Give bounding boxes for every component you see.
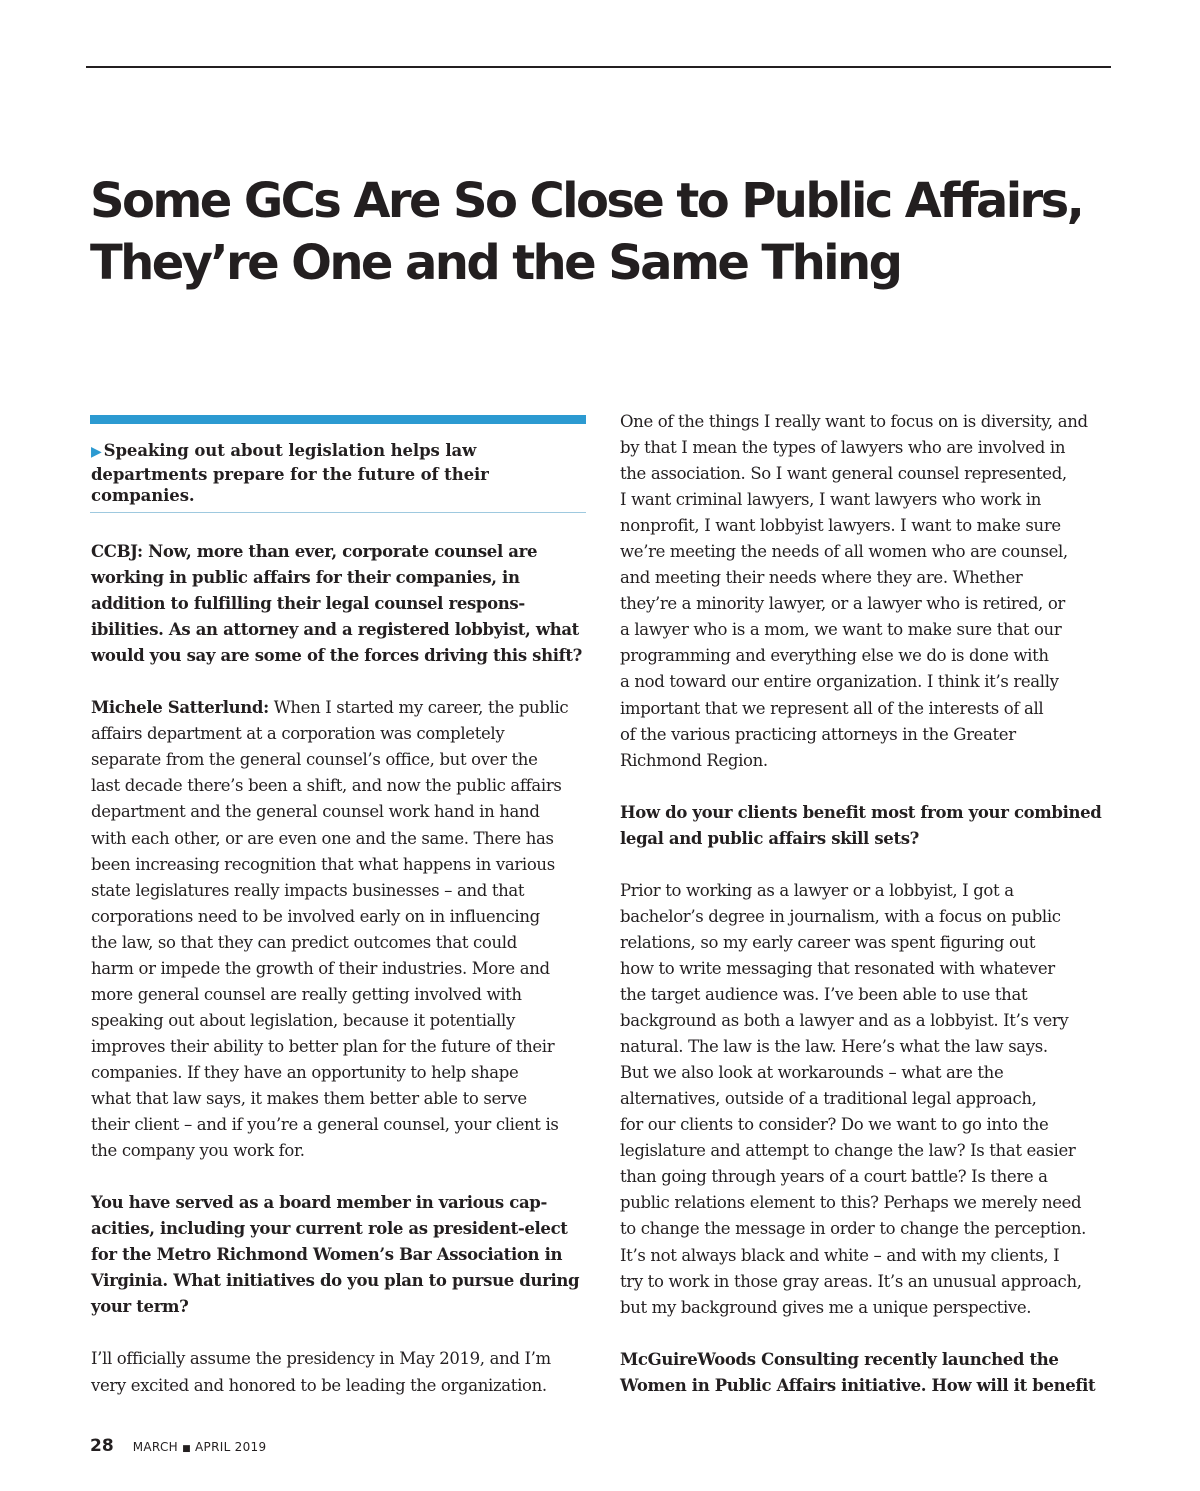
text-line: corporations need to be involved early on in influencing	[91, 906, 540, 926]
left-column	[91, 539, 591, 1425]
text-line: relations, so my early career was spent figuring out	[620, 932, 1036, 952]
text-line: try to work in those gray areas. It’s an unusual approach,	[620, 1271, 1082, 1291]
text-line: Prior to working as a lawyer or a lobbyist, I got a	[620, 880, 1014, 900]
text-line: very excited and honored to be leading the organization.	[91, 1375, 547, 1395]
text-line: department and the general counsel work hand in hand	[91, 802, 540, 822]
text-line: more general counsel are really getting involved with	[91, 984, 522, 1004]
speaker-name: Michele Satterlund:	[91, 698, 269, 718]
text-line: I want criminal lawyers, I want lawyers who work in	[620, 490, 1042, 510]
headline-line: They’re One and the Same Thing	[90, 235, 901, 291]
text-line: but my background gives me a unique perspective.	[620, 1297, 1032, 1317]
answer-2-continued	[620, 409, 1120, 774]
text-line: natural. The law is the law. Here’s what the law says.	[620, 1037, 1048, 1057]
text-line: affairs department at a corporation was completely	[91, 724, 505, 744]
pull-quote-line: companies.	[91, 486, 195, 505]
page-footer	[90, 1436, 266, 1456]
text-line: and meeting their needs where they are. Whether	[620, 568, 1023, 588]
pull-quote-text: Speaking out about legislation helps law	[103, 441, 477, 460]
text-line: by that I mean the types of lawyers who are involved in	[620, 438, 1066, 458]
text-line: Richmond Region.	[620, 750, 768, 770]
text-line: I’ll officially assume the presidency in May 2019, and I’m	[91, 1349, 551, 1369]
question-4	[620, 1347, 1120, 1399]
text-line: the target audience was. I’ve been able to use that	[620, 985, 1028, 1005]
text-line: You have served as a board member in various cap-	[91, 1193, 547, 1213]
issue-month-year: APRIL 2019	[195, 1440, 267, 1454]
article-headline	[90, 170, 1082, 294]
text-line: of the various practicing attorneys in the Greater	[620, 724, 1016, 744]
text-line: they’re a minority lawyer, or a lawyer who is retired, or	[620, 594, 1065, 614]
question-2	[91, 1190, 591, 1320]
text-line: harm or impede the growth of their industries. More and	[91, 958, 550, 978]
text-line: CCBJ: Now, more than ever, corporate counsel are	[91, 542, 538, 561]
issue-date	[133, 1440, 267, 1454]
text-line: the association. So I want general counsel represented,	[620, 464, 1067, 484]
text-line: their client – and if you’re a general counsel, your client is	[91, 1115, 559, 1135]
headline-line: Some GCs Are So Close to Public Affairs,	[90, 173, 1083, 229]
text-line: nonprofit, I want lobbyist lawyers. I want to make sure	[620, 516, 1061, 536]
pull-quote-line	[91, 440, 586, 464]
text-line: a nod toward our entire organization. I think it’s really	[620, 672, 1059, 692]
text-line: speaking out about legislation, because it potentially	[91, 1010, 515, 1030]
text-line: how to write messaging that resonated with whatever	[620, 958, 1055, 978]
text-line: separate from the general counsel’s office, but over the	[91, 750, 538, 770]
text-line: programming and everything else we do is done with	[620, 646, 1049, 666]
text-line: what that law says, it makes them better able to serve	[91, 1088, 527, 1108]
text-line: How do your clients benefit most from your combined	[620, 802, 1102, 822]
text-line: addition to fulfilling their legal counsel respons-	[91, 594, 525, 614]
text-line: a lawyer who is a mom, we want to make sure that our	[620, 620, 1062, 640]
issue-month: MARCH	[132, 1440, 178, 1454]
question-1	[91, 539, 591, 669]
right-column	[620, 409, 1120, 1425]
square-separator-icon: ■	[182, 1444, 191, 1454]
play-arrow-icon: ▶	[91, 444, 102, 460]
text-line	[91, 695, 591, 721]
text-line: than going through years of a court battle? Is there a	[620, 1167, 1048, 1187]
pull-quote-line: departments prepare for the future of their	[91, 464, 489, 484]
text-line: It’s not always black and white – and with my clients, I	[620, 1245, 1060, 1265]
text-line: background as both a lawyer and as a lobbyist. It’s very	[620, 1011, 1069, 1031]
top-rule	[86, 66, 1111, 68]
text-line: public relations element to this? Perhaps we merely need	[620, 1193, 1082, 1213]
answer-3	[620, 878, 1120, 1321]
text-line: for our clients to consider? Do we want to go into the	[620, 1115, 1049, 1135]
text-line: would you say are some of the forces driving this shift?	[91, 646, 582, 666]
text-line: legislature and attempt to change the law? Is that easier	[620, 1141, 1076, 1161]
text-line: But we also look at workarounds – what are the	[620, 1063, 1004, 1083]
text-line: ibilities. As an attorney and a registered lobbyist, what	[91, 620, 579, 640]
text-line: important that we represent all of the interests of all	[620, 698, 1044, 718]
text-line: last decade there’s been a shift, and now the public affairs	[91, 776, 562, 796]
text-line: companies. If they have an opportunity to help shape	[91, 1062, 519, 1082]
text-line: Virginia. What initiatives do you plan to pursue during	[91, 1271, 580, 1291]
text-line: improves their ability to better plan for the future of their	[91, 1036, 555, 1056]
text-line: state legislatures really impacts businesses – and that	[91, 880, 525, 900]
text-line: we’re meeting the needs of all women who are counsel,	[620, 542, 1068, 562]
text-line: working in public affairs for their companies, in	[91, 568, 520, 588]
answer-1	[91, 695, 591, 1164]
pull-quote	[91, 440, 586, 507]
text-line: legal and public affairs skill sets?	[620, 828, 919, 848]
text-line: the company you work for.	[91, 1141, 305, 1161]
page-number: 28	[90, 1436, 114, 1456]
text-line: alternatives, outside of a traditional legal approach,	[620, 1089, 1037, 1109]
answer-2	[91, 1346, 591, 1398]
question-3	[620, 800, 1120, 852]
text-line: to change the message in order to change the perception.	[620, 1219, 1087, 1239]
text-line: with each other, or are even one and the same. There has	[91, 828, 554, 848]
text-line: your term?	[91, 1297, 189, 1317]
pull-quote-divider	[90, 512, 586, 513]
text-line: the law, so that they can predict outcomes that could	[91, 932, 517, 952]
text-line: McGuireWoods Consulting recently launched the	[620, 1349, 1059, 1369]
pull-quote-accent-bar	[90, 415, 586, 424]
text-line: One of the things I really want to focus on is diversity, and	[620, 412, 1088, 431]
text-line: been increasing recognition that what happens in various	[91, 854, 555, 874]
text-line: bachelor’s degree in journalism, with a focus on public	[620, 906, 1061, 926]
text-line: acities, including your current role as president-elect	[91, 1219, 568, 1239]
text-line: for the Metro Richmond Women’s Bar Association in	[91, 1245, 563, 1265]
answer-text: When I started my career, the public	[268, 698, 569, 718]
text-line: Women in Public Affairs initiative. How will it benefit	[620, 1375, 1096, 1395]
